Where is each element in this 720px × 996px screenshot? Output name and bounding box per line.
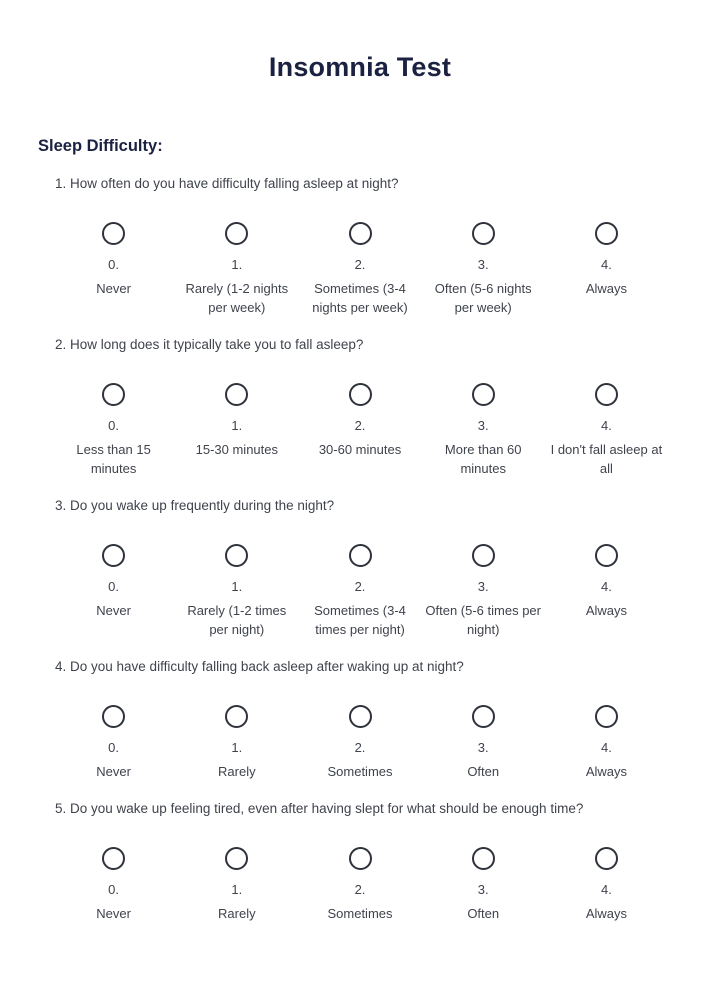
answer-option[interactable] — [298, 705, 421, 781]
option-number: 3. — [477, 579, 489, 594]
option-label: Less than 15 minutes — [76, 442, 151, 476]
answer-option[interactable] — [175, 383, 298, 478]
option-label: Never — [96, 603, 131, 618]
question-block — [0, 498, 720, 639]
radio-button[interactable] — [349, 847, 372, 870]
radio-button[interactable] — [349, 544, 372, 567]
radio-button[interactable] — [225, 544, 248, 567]
option-number: 1. — [231, 740, 243, 755]
question-text: 2. How long does it typically take you to fall asleep? — [55, 337, 364, 352]
radio-button[interactable] — [472, 705, 495, 728]
radio-button[interactable] — [472, 847, 495, 870]
answer-option[interactable] — [52, 847, 175, 923]
option-label: 30-60 minutes — [318, 442, 402, 457]
answer-option[interactable] — [422, 705, 545, 781]
radio-button[interactable] — [595, 847, 618, 870]
option-label: Sometimes (3-4 times per night) — [314, 603, 406, 637]
options-row — [52, 544, 668, 639]
answer-option[interactable] — [175, 705, 298, 781]
option-number: 3. — [477, 740, 489, 755]
option-label: Rarely (1-2 times per night) — [187, 603, 287, 637]
option-number: 4. — [600, 740, 612, 755]
option-number: 2. — [354, 418, 366, 433]
option-number: 0. — [108, 418, 120, 433]
radio-button[interactable] — [102, 383, 125, 406]
section-heading: Sleep Difficulty: — [38, 137, 163, 155]
answer-option[interactable] — [52, 544, 175, 639]
radio-button[interactable] — [349, 222, 372, 245]
option-label: Always — [585, 764, 627, 779]
option-number: 3. — [477, 882, 489, 897]
option-number: 4. — [600, 257, 612, 272]
option-number: 0. — [108, 579, 120, 594]
option-number: 0. — [108, 257, 120, 272]
option-label: Never — [96, 906, 131, 921]
option-label: Often (5-6 nights per week) — [434, 281, 532, 315]
radio-button[interactable] — [595, 383, 618, 406]
option-number: 3. — [477, 418, 489, 433]
answer-option[interactable] — [52, 222, 175, 317]
answer-option[interactable] — [545, 544, 668, 639]
option-label: Never — [96, 764, 131, 779]
option-label: Sometimes — [327, 764, 393, 779]
radio-button[interactable] — [595, 222, 618, 245]
answer-option[interactable] — [175, 222, 298, 317]
answer-option[interactable] — [422, 383, 545, 478]
option-label: Always — [585, 906, 627, 921]
option-number: 1. — [231, 882, 243, 897]
answer-option[interactable] — [52, 705, 175, 781]
radio-button[interactable] — [225, 847, 248, 870]
answer-option[interactable] — [175, 847, 298, 923]
radio-button[interactable] — [472, 383, 495, 406]
answer-option[interactable] — [298, 383, 421, 478]
option-number: 4. — [600, 579, 612, 594]
option-label: Often (5-6 times per night) — [425, 603, 541, 637]
radio-button[interactable] — [225, 222, 248, 245]
question-block — [0, 337, 720, 478]
option-label: More than 60 minutes — [444, 442, 522, 476]
option-number: 1. — [231, 579, 243, 594]
options-row — [52, 705, 668, 781]
option-number: 1. — [231, 257, 243, 272]
radio-button[interactable] — [225, 705, 248, 728]
option-number: 2. — [354, 579, 366, 594]
option-label: Often — [467, 906, 500, 921]
option-label: Rarely — [218, 906, 256, 921]
question-block — [0, 659, 720, 781]
option-label: Rarely (1-2 nights per week) — [185, 281, 289, 315]
question-block — [0, 801, 720, 923]
radio-button[interactable] — [595, 705, 618, 728]
answer-option[interactable] — [298, 544, 421, 639]
page-title: Insomnia Test — [268, 52, 452, 82]
answer-option[interactable] — [298, 222, 421, 317]
radio-button[interactable] — [472, 222, 495, 245]
answer-option[interactable] — [175, 544, 298, 639]
question-text: 3. Do you wake up frequently during the night? — [55, 498, 335, 513]
options-row — [52, 847, 668, 923]
radio-button[interactable] — [225, 383, 248, 406]
answer-option[interactable] — [422, 222, 545, 317]
option-label: Often — [467, 764, 500, 779]
option-number: 0. — [108, 740, 120, 755]
option-label: Sometimes — [327, 906, 393, 921]
answer-option[interactable] — [422, 544, 545, 639]
answer-option[interactable] — [298, 847, 421, 923]
option-number: 2. — [354, 257, 366, 272]
options-row — [52, 383, 668, 478]
question-text: 5. Do you wake up feeling tired, even after having slept for what should be enough time? — [55, 801, 584, 816]
radio-button[interactable] — [472, 544, 495, 567]
radio-button[interactable] — [102, 705, 125, 728]
option-label: 15-30 minutes — [195, 442, 278, 457]
radio-button[interactable] — [102, 222, 125, 245]
options-row — [52, 222, 668, 317]
answer-option[interactable] — [422, 847, 545, 923]
radio-button[interactable] — [595, 544, 618, 567]
option-number: 3. — [477, 257, 489, 272]
option-label: Rarely — [218, 764, 256, 779]
question-text: 4. Do you have difficulty falling back asleep after waking up at night? — [55, 659, 464, 674]
option-label: Always — [585, 603, 627, 618]
answer-option[interactable] — [52, 383, 175, 478]
option-label: Never — [96, 281, 131, 296]
option-number: 2. — [354, 882, 366, 897]
question-text: 1. How often do you have difficulty falling asleep at night? — [55, 176, 399, 191]
answer-option[interactable] — [545, 705, 668, 781]
answer-option[interactable] — [545, 383, 668, 478]
radio-button[interactable] — [102, 544, 125, 567]
option-number: 4. — [600, 418, 612, 433]
radio-button[interactable] — [349, 383, 372, 406]
option-number: 4. — [600, 882, 612, 897]
option-label: Always — [585, 281, 627, 296]
radio-button[interactable] — [102, 847, 125, 870]
answer-option[interactable] — [545, 222, 668, 317]
option-number: 2. — [354, 740, 366, 755]
option-number: 0. — [108, 882, 120, 897]
radio-button[interactable] — [349, 705, 372, 728]
question-block — [0, 176, 720, 317]
option-label: Sometimes (3-4 nights per week) — [312, 281, 408, 315]
option-number: 1. — [231, 418, 243, 433]
option-label: I don't fall asleep at all — [550, 442, 663, 476]
answer-option[interactable] — [545, 847, 668, 923]
